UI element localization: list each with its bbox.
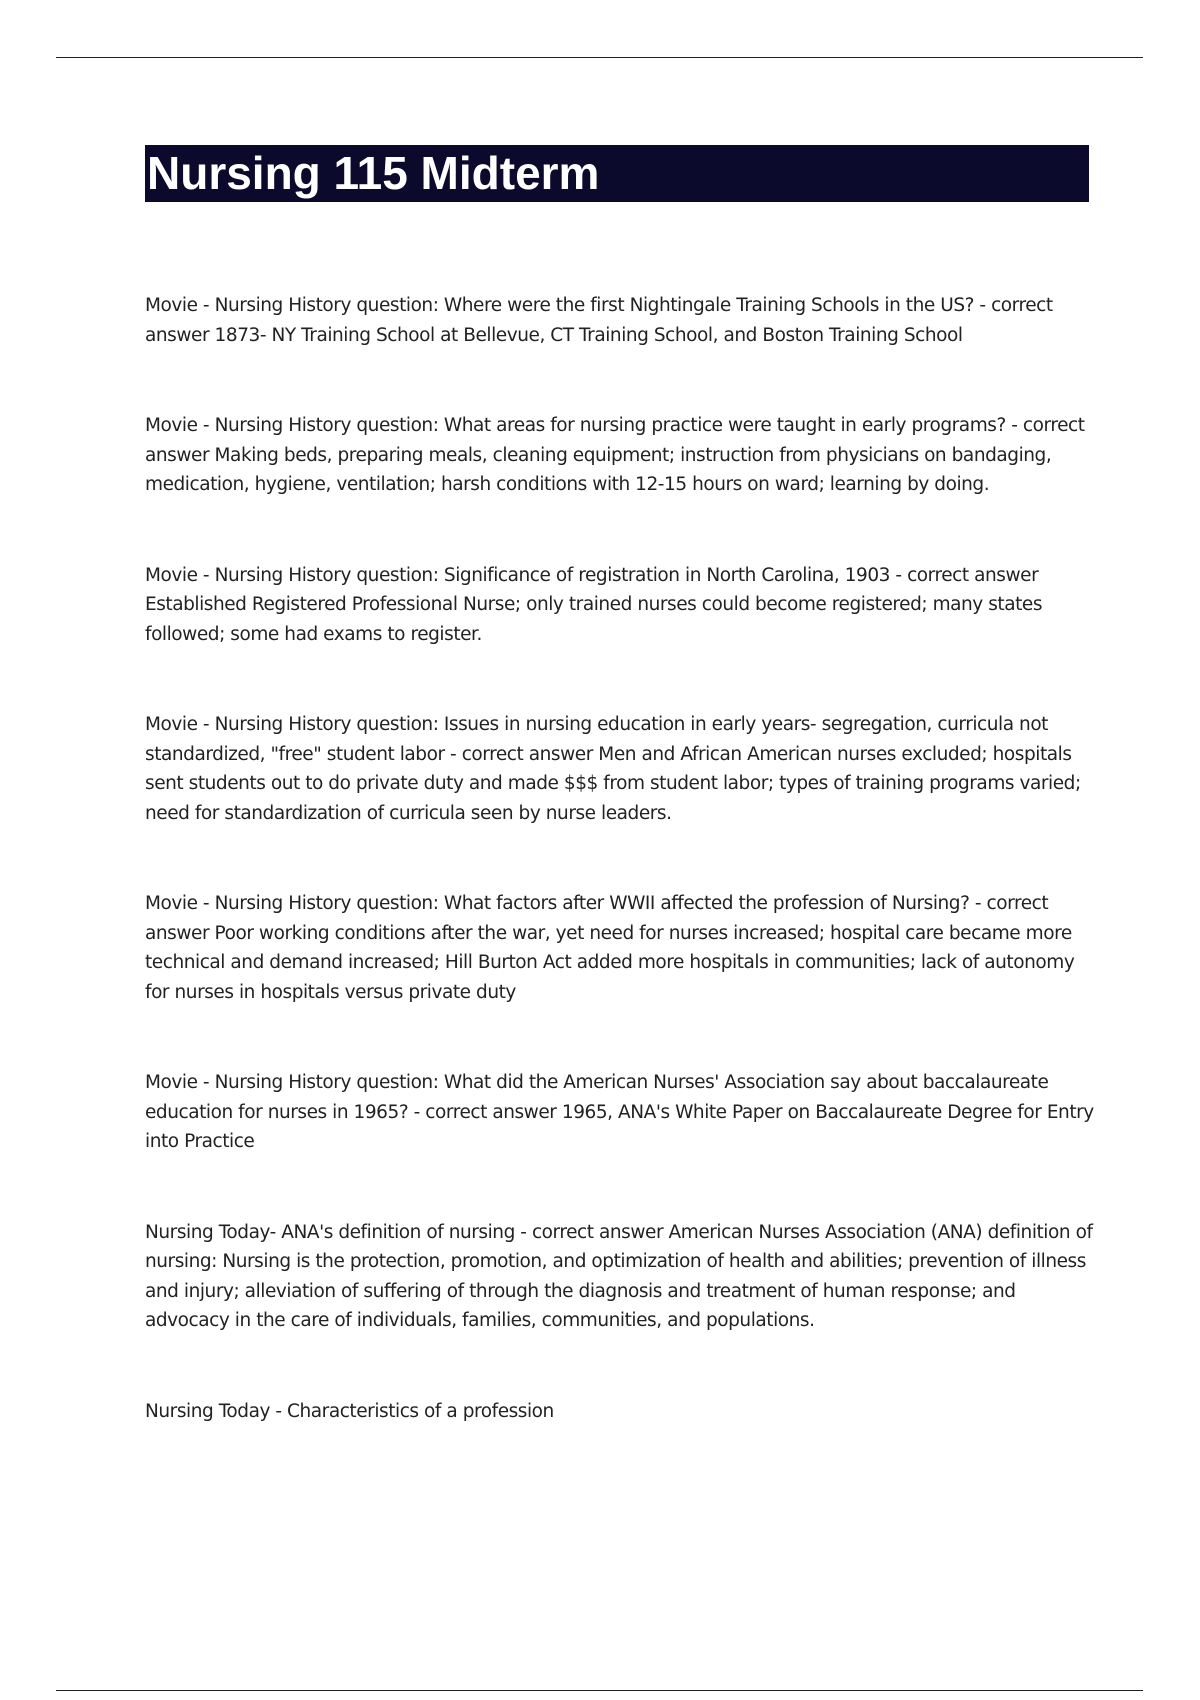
qa-item: Nursing Today - Characteristics of a profession (145, 1400, 554, 1422)
bottom-rule (56, 1690, 1143, 1691)
qa-item: Movie - Nursing History question: What did the American Nurses' Association say about baccalaureate education for nurses in 1965? - correct answer 1965, ANA's White Paper on Baccalaureate Degree for Entry into Practice (145, 1072, 1094, 1152)
qa-item: Nursing Today- ANA's definition of nursing - correct answer American Nurses Association (ANA) definition of nursing: Nursing is the protection, promotion, and optimization of health and abilities; prevention of illness and injury; alleviation of suffering of through the diagnosis and treatment of human response; and advocacy in the care of individuals, families, communities, and populations. (145, 1221, 1093, 1331)
qa-item: Movie - Nursing History question: Where were the first Nightingale Training Schools in the US? - correct answer 1873- NY Training School at Bellevue, CT Training School, and Boston Training School (145, 295, 1053, 346)
qa-list (145, 291, 1095, 1487)
top-rule (56, 57, 1143, 58)
qa-item: Movie - Nursing History question: What areas for nursing practice were taught in early programs? - correct answer Making beds, preparing meals, cleaning equipment; instruction from physicians on bandaging, medication, hygiene, ventilation; harsh conditions with 12-15 hours on ward; learning by doing. (145, 415, 1085, 495)
qa-item: Movie - Nursing History question: What factors after WWII affected the profession of Nursing? - correct answer Poor working conditions after the war, yet need for nurses increased; hospital care became more technical and demand increased; Hill Burton Act added more hospitals in communities; lack of autonomy for nurses in hospitals versus private duty (145, 893, 1075, 1003)
qa-item: Movie - Nursing History question: Issues in nursing education in early years- segregation, curricula not standardized, "free" student labor - correct answer Men and African American nurses excluded; hospitals sent students out to do private duty and made $$$ from student labor; types of training programs varied; need for standardization of curricula seen by nurse leaders. (145, 714, 1081, 824)
page-title: Nursing 115 Midterm (147, 147, 600, 199)
qa-item: Movie - Nursing History question: Significance of registration in North Carolina, 1903 - correct answer Established Registered Professional Nurse; only trained nurses could become registered; many states followed; some had exams to register. (145, 564, 1043, 645)
title-banner (145, 145, 1089, 202)
